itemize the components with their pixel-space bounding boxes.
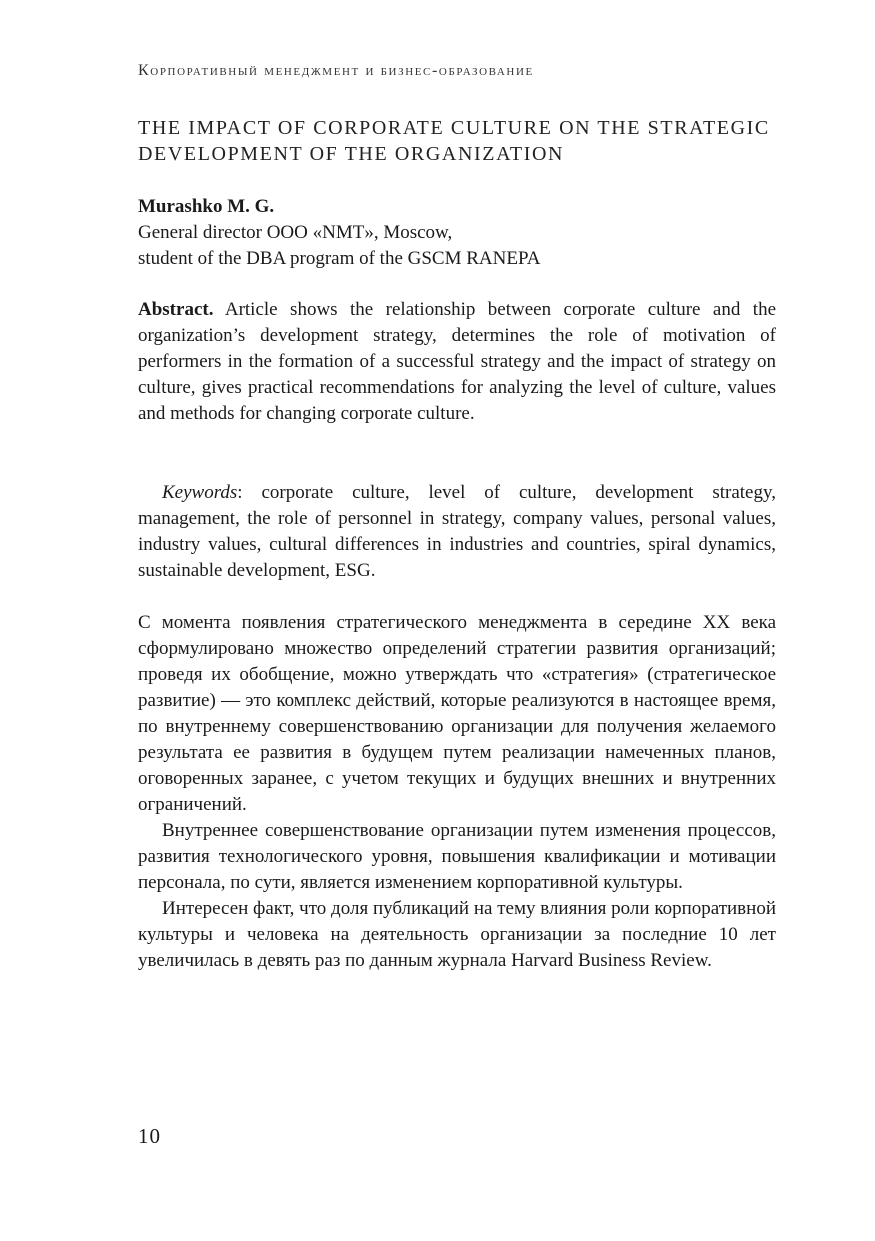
author-affiliation-line2: student of the DBA program of the GSCM RANEPA <box>138 248 541 269</box>
body-paragraph-1: С момента появления стратегического менеджмента в середине XX века сформулировано множество определений стратегии развития организаций; проведя их обобщение, можно утверждать что «стратегия» (стратегическое развитие) — это комплекс действий, которые реализуются в настоящее время, по внутреннему совершенствованию организации для получения желаемого результата ее развития в будущем путем реализации намеченных планов, оговоренных заранее, с учетом текущих и будущих внешних и внутренних ограничений. <box>138 612 776 815</box>
author-name: Murashko M. G. <box>138 196 275 217</box>
abstract-text: Article shows the relationship between corporate culture and the organization’s development strategy, determines the role of motivation of performers in the formation of a successful strategy and the impact of strategy on culture, gives practical recommendations for analyzing the level of culture, values and methods for changing corporate culture. <box>138 299 777 424</box>
keywords-text: : corporate culture, level of culture, development strategy, management, the role of personnel in strategy, company values, personal values, industry values, cultural differences in industries and countries, spiral dynamics, sustainable development, ESG. <box>138 482 776 581</box>
running-head: Корпоративный менеджмент и бизнес-образование <box>138 62 534 79</box>
body-text <box>138 610 776 974</box>
body-paragraph-2: Внутреннее совершенствование организации путем изменения процессов, развития технологического уровня, повышения квалификации и мотивации персонала, по сути, является изменением корпоративной культуры. <box>138 820 776 893</box>
author-affiliation-line1: General director OOO «NMT», Moscow, <box>138 222 453 243</box>
keywords-label: Keywords <box>162 482 238 503</box>
article-title: THE IMPACT OF CORPORATE CULTURE ON THE STRATEGIC DEVELOPMENT OF THE ORGANIZATION <box>138 117 770 165</box>
page-number: 10 <box>138 1124 161 1148</box>
author-block <box>138 194 541 272</box>
body-paragraph-3: Интересен факт, что доля публикаций на тему влияния роли корпоративной культуры и человека на деятельность организации за последние 10 лет увеличилась в девять раз по данным журнала Harvard Business Review. <box>138 898 776 971</box>
keywords <box>138 480 776 584</box>
abstract <box>138 297 776 427</box>
abstract-label: Abstract. <box>138 299 214 320</box>
